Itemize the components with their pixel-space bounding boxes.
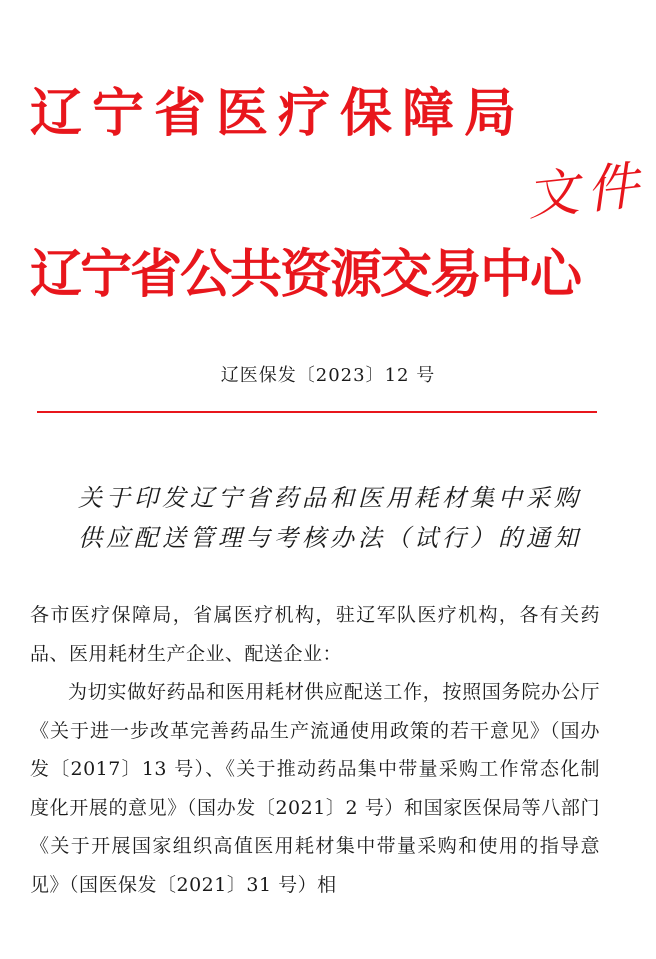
document-body <box>30 596 600 904</box>
issuer-name-public-resource-center: 辽宁省公共资源交易中心 <box>30 245 581 305</box>
addressees-paragraph: 各市医疗保障局，省属医疗机构，驻辽军队医疗机构，各有关药品、医用耗材生产企业、配送企业： <box>30 604 600 665</box>
document-title <box>30 478 630 558</box>
document-number: 辽医保发〔2023〕12 号 <box>220 365 436 386</box>
red-divider-line <box>37 411 597 413</box>
document-type-label: 文件 <box>523 155 650 228</box>
document-title-line-2: 供应配送管理与考核办法（试行）的通知 <box>78 524 582 552</box>
body-paragraph: 为切实做好药品和医用耗材供应配送工作，按照国务院办公厅《关于进一步改革完善药品生产流通使用政策的若干意见》（国办发〔2017〕13 号）、《关于推动药品集中带量采购工作常态化制度化开展的意见》（国办发〔2021〕2 号）和国家医保局等八部门《关于开展国家组织高值医用耗材集中带量采购和使用的指导意见》（国医保发〔2021〕31 号）相 <box>30 681 600 896</box>
document-title-line-1: 关于印发辽宁省药品和医用耗材集中采购 <box>78 484 582 512</box>
issuer-name-medical-security-bureau: 辽宁省医疗保障局 <box>30 84 527 144</box>
